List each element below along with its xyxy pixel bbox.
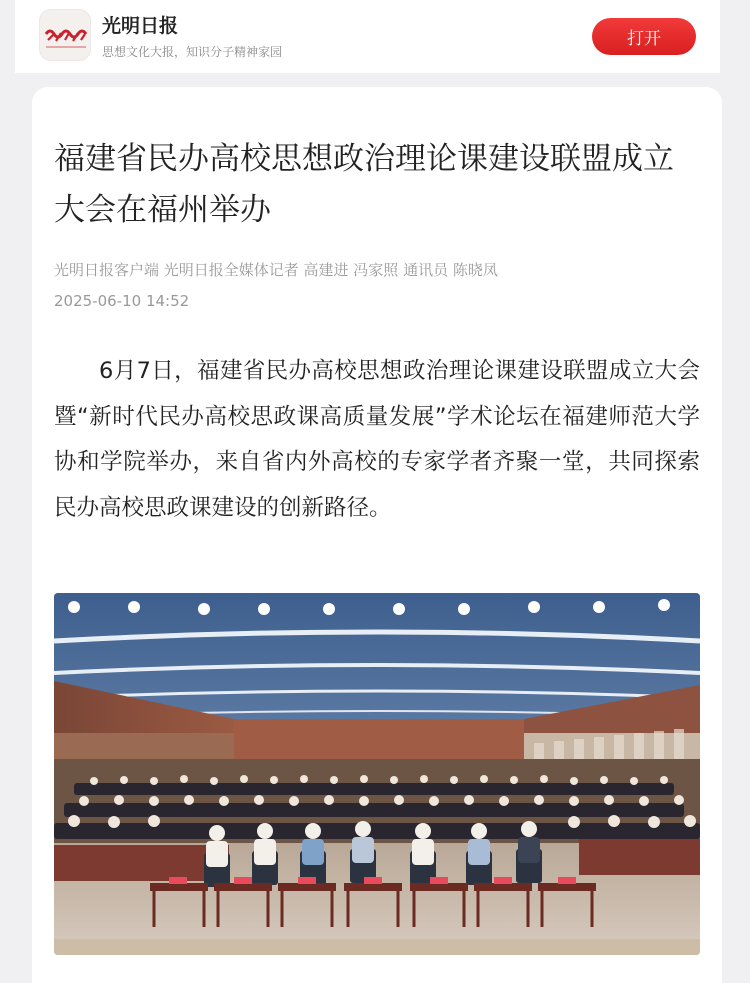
conference-hall-photo[interactable] — [54, 593, 700, 955]
article-paragraph: 6月7日，福建省民办高校思想政治理论课建设联盟成立大会暨“新时代民办高校思政课高质量发展”学术论坛在福建师范大学协和学院举办，来自省内外高校的专家学者齐聚一堂，共同探索民办高校思政课建设的创新路径。 — [54, 358, 700, 521]
article-card — [32, 87, 722, 983]
open-app-button[interactable]: 打开 — [592, 18, 696, 55]
article-byline: 光明日报客户端 光明日报全媒体记者 高建进 冯家照 通讯员 陈晓凤 — [54, 261, 498, 279]
brand-slogan: 思想文化大报，知识分子精神家园 — [102, 45, 283, 59]
article-datetime: 2025-06-10 14:52 — [54, 292, 190, 310]
app-download-banner — [15, 0, 720, 73]
article-title: 福建省民办高校思想政治理论课建设联盟成立大会在福州举办 — [54, 141, 674, 228]
brand-name: 光明日报 — [102, 15, 179, 37]
guangming-daily-logo-icon — [39, 9, 91, 61]
